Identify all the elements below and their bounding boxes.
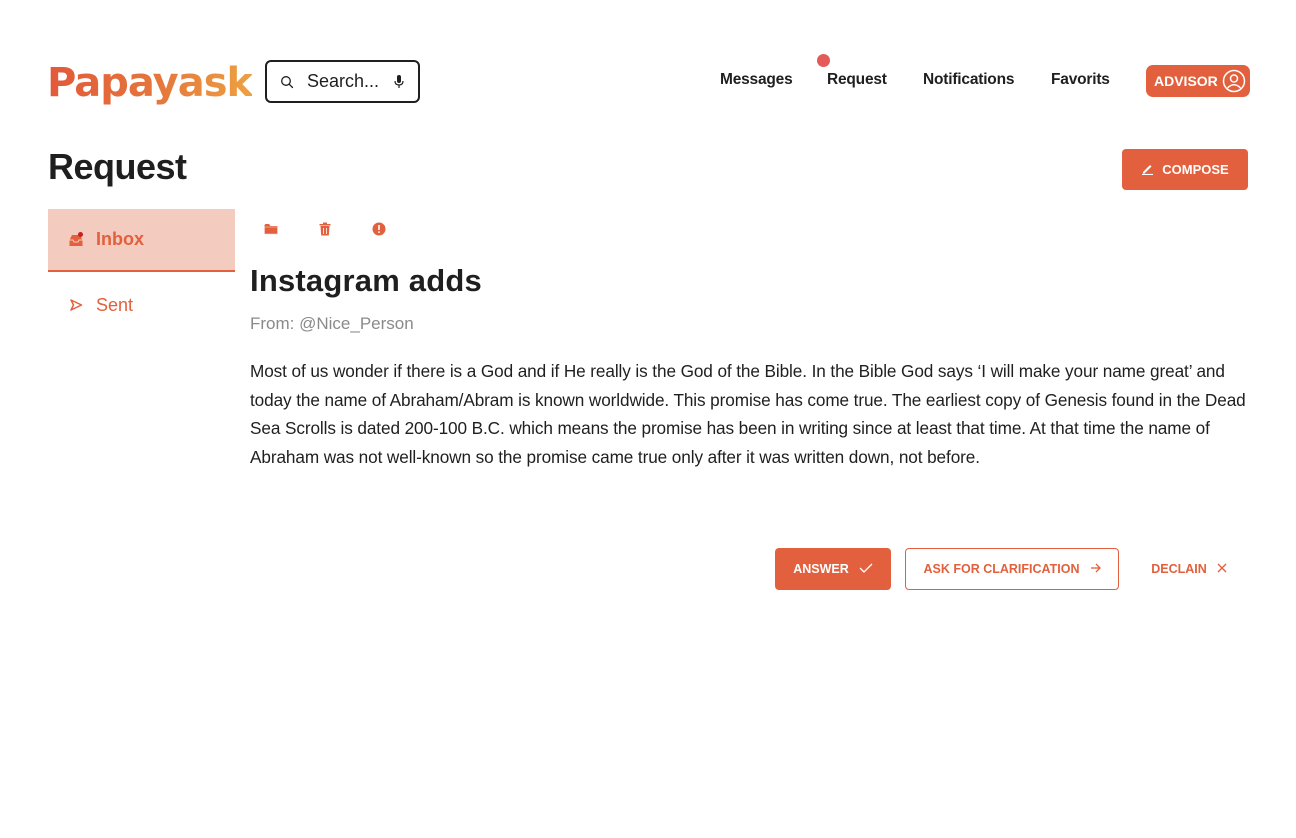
- nav-favorits[interactable]: Favorits: [1051, 71, 1110, 88]
- message-body: Most of us wonder if there is a God and if He really is the God of the Bible. In the Bible God says ‘I will make your name great’ and today the name of Abraham/Abram is known worldwide. This promise has come true. The earliest copy of Genesis found in the Dead Sea Scrolls is dated 200-100 B.C. which means the promise has been in writing since at least that time. At that time the name of Abraham was not well-known so the promise came true only after it was written down, not before.: [250, 361, 1246, 467]
- compose-label: COMPOSE: [1162, 162, 1229, 177]
- sidebar-item-sent[interactable]: [48, 284, 235, 326]
- trash-icon[interactable]: [317, 221, 333, 237]
- page-title: Request: [48, 146, 187, 187]
- sidebar-item-inbox[interactable]: [48, 209, 235, 272]
- sidebar-sent-label: Sent: [96, 294, 134, 315]
- sidebar-inbox-label: Inbox: [96, 229, 144, 249]
- advisor-button[interactable]: [1146, 65, 1250, 97]
- microphone-icon[interactable]: [392, 74, 406, 90]
- arrow-right-icon: [1090, 562, 1101, 576]
- nav-messages[interactable]: Messages: [720, 71, 793, 88]
- search-box[interactable]: [265, 60, 420, 103]
- decline-label: DECLAIN: [1151, 562, 1207, 576]
- check-icon: [859, 562, 873, 576]
- answer-button[interactable]: [775, 548, 891, 590]
- answer-label: ANSWER: [793, 562, 849, 576]
- logo[interactable]: [47, 56, 252, 106]
- nav-request[interactable]: Request: [827, 71, 887, 88]
- inbox-icon: [68, 232, 84, 248]
- nav-notifications[interactable]: Notifications: [923, 71, 1015, 88]
- report-icon[interactable]: [371, 221, 387, 237]
- close-icon: [1217, 562, 1227, 576]
- ask-clarification-button[interactable]: [905, 548, 1119, 590]
- compose-button[interactable]: [1122, 149, 1248, 190]
- decline-button[interactable]: [1137, 548, 1241, 590]
- message-subject: Instagram adds: [250, 263, 482, 298]
- search-icon: [279, 74, 295, 90]
- pencil-icon: [1141, 162, 1154, 178]
- folder-icon[interactable]: [263, 221, 279, 237]
- search-input[interactable]: [307, 71, 385, 92]
- send-icon: [68, 297, 84, 313]
- ask-clarification-label: ASK FOR CLARIFICATION: [923, 562, 1080, 576]
- message-sender: From: @Nice_Person: [250, 314, 414, 333]
- request-notification-dot: [817, 54, 830, 67]
- logo-text: Papayask: [47, 60, 253, 106]
- advisor-label: ADVISOR: [1154, 73, 1218, 89]
- user-avatar-icon: [1222, 69, 1246, 93]
